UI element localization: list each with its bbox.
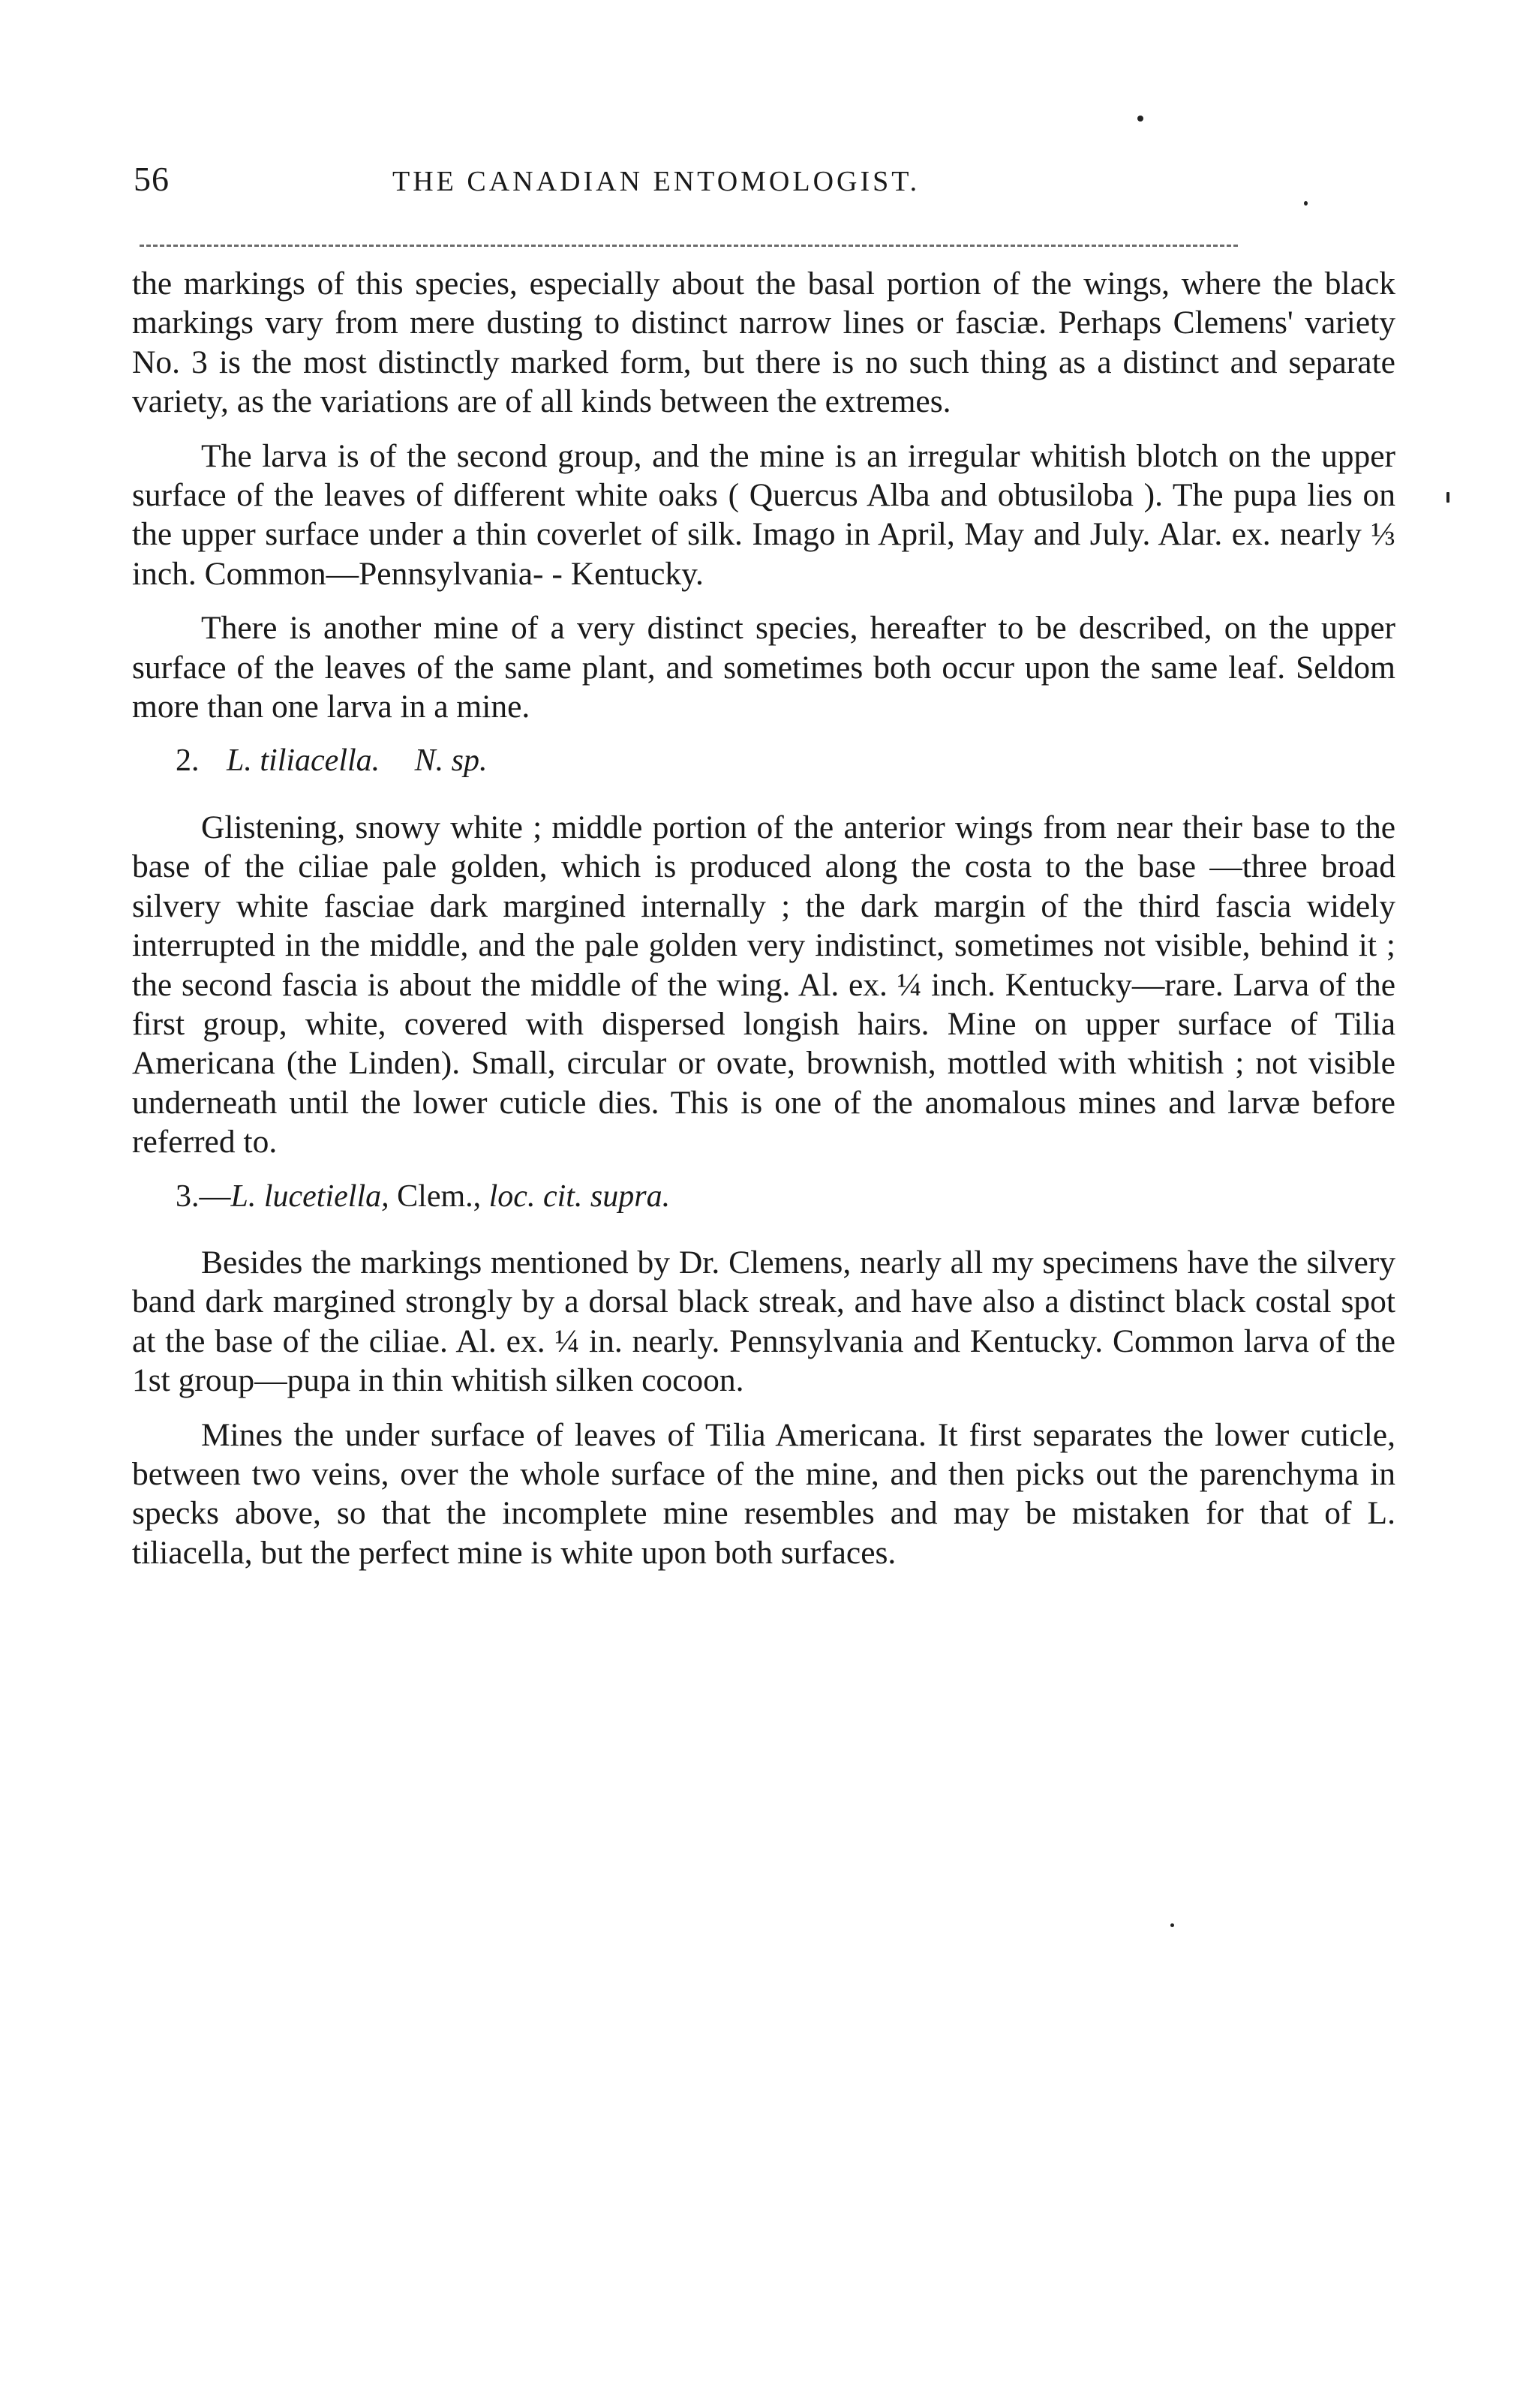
ink-speck xyxy=(1170,1923,1174,1927)
species-number: 2. xyxy=(176,743,200,779)
header-rule xyxy=(140,245,1238,247)
species-author: Clem., xyxy=(397,1178,482,1214)
body-text xyxy=(132,264,1395,1587)
paragraph: the markings of this species, especially about the basal portion of the wings, where the black markings vary from mere dusting to distinct narrow lines or fasciæ. Perhaps Clemens' variety No. 3 is the most distinctly marked form, but there is no such thing as a distinct and separate variety, as the variations are of all kinds between the extremes. xyxy=(132,266,1395,420)
species-number: 3.— xyxy=(176,1178,231,1214)
paragraph: Mines the under surface of leaves of Tilia Americana. It first separates the lower cuticle, between two veins, over the whole surface of the mine, and then picks out the parenchyma in specks above, so that the incomplete mine resembles and may be mistaken for that of L. tiliacella, but the perfect mine is white upon both surfaces. xyxy=(132,1416,1395,1571)
species-abbreviation: N. sp. xyxy=(414,743,488,779)
paragraph: The larva is of the second group, and the mine is an irregular whitish blotch on the upper surface of the leaves of different white oaks ( Quercus Alba and obtusiloba ). The pupa lies on the upper surface under a thin coverlet of silk. Imago in April, May and July. Alar. ex. nearly ⅓ inch. Common—Pennsylvania- - Kentucky. xyxy=(132,437,1395,592)
page-number: 56 xyxy=(134,160,170,198)
species-name: L. tiliacella. xyxy=(227,743,380,779)
paragraph: Besides the markings mentioned by Dr. Clemens, nearly all my specimens have the silvery band dark margined strongly by a dorsal black streak, and have also a distinct black costal spot at the base of the ciliae. Al. ex. ¼ in. nearly. Pennsylvania and Kentucky. Common larva of the 1st group—pupa in thin whitish silken cocoon. xyxy=(132,1244,1395,1399)
paragraph: There is another mine of a very distinct species, hereafter to be described, on the upper surface of the leaves of the same plant, and sometimes both occur upon the same leaf. Seldom more than one larva in a mine. xyxy=(132,610,1395,725)
ink-speck xyxy=(1446,492,1449,503)
paragraph: Glistening, snowy white ; middle portion of the anterior wings from near their base to the base of the ciliae pale golden, which is produced along the costa to the base —three broad silvery white fasciae dark margined internally ; the dark margin of the third fascia widely interrupted in the middle, and the pale golden very indistinct, sometimes not visible, behind it ; the second fascia is about the middle of the wing. Al. ex. ¼ inch. Kentucky—rare. Larva of the first group, white, covered with dispersed longish hairs. Mine on upper surface of Tilia Americana (the Linden). Small, circular or ovate, brownish, mottled with whitish ; not visible underneath until the lower cuticle dies. This is one of the anomalous mines and larvæ before referred to. xyxy=(132,809,1395,1160)
species-name: L. lucetiella, xyxy=(230,1178,389,1214)
running-title: THE CANADIAN ENTOMOLOGIST. xyxy=(392,166,921,197)
species-heading xyxy=(132,1177,1395,1216)
ink-speck xyxy=(1137,116,1143,122)
page-header xyxy=(134,159,1394,219)
species-reference: loc. cit. supra. xyxy=(488,1178,671,1214)
species-heading xyxy=(132,741,1395,780)
